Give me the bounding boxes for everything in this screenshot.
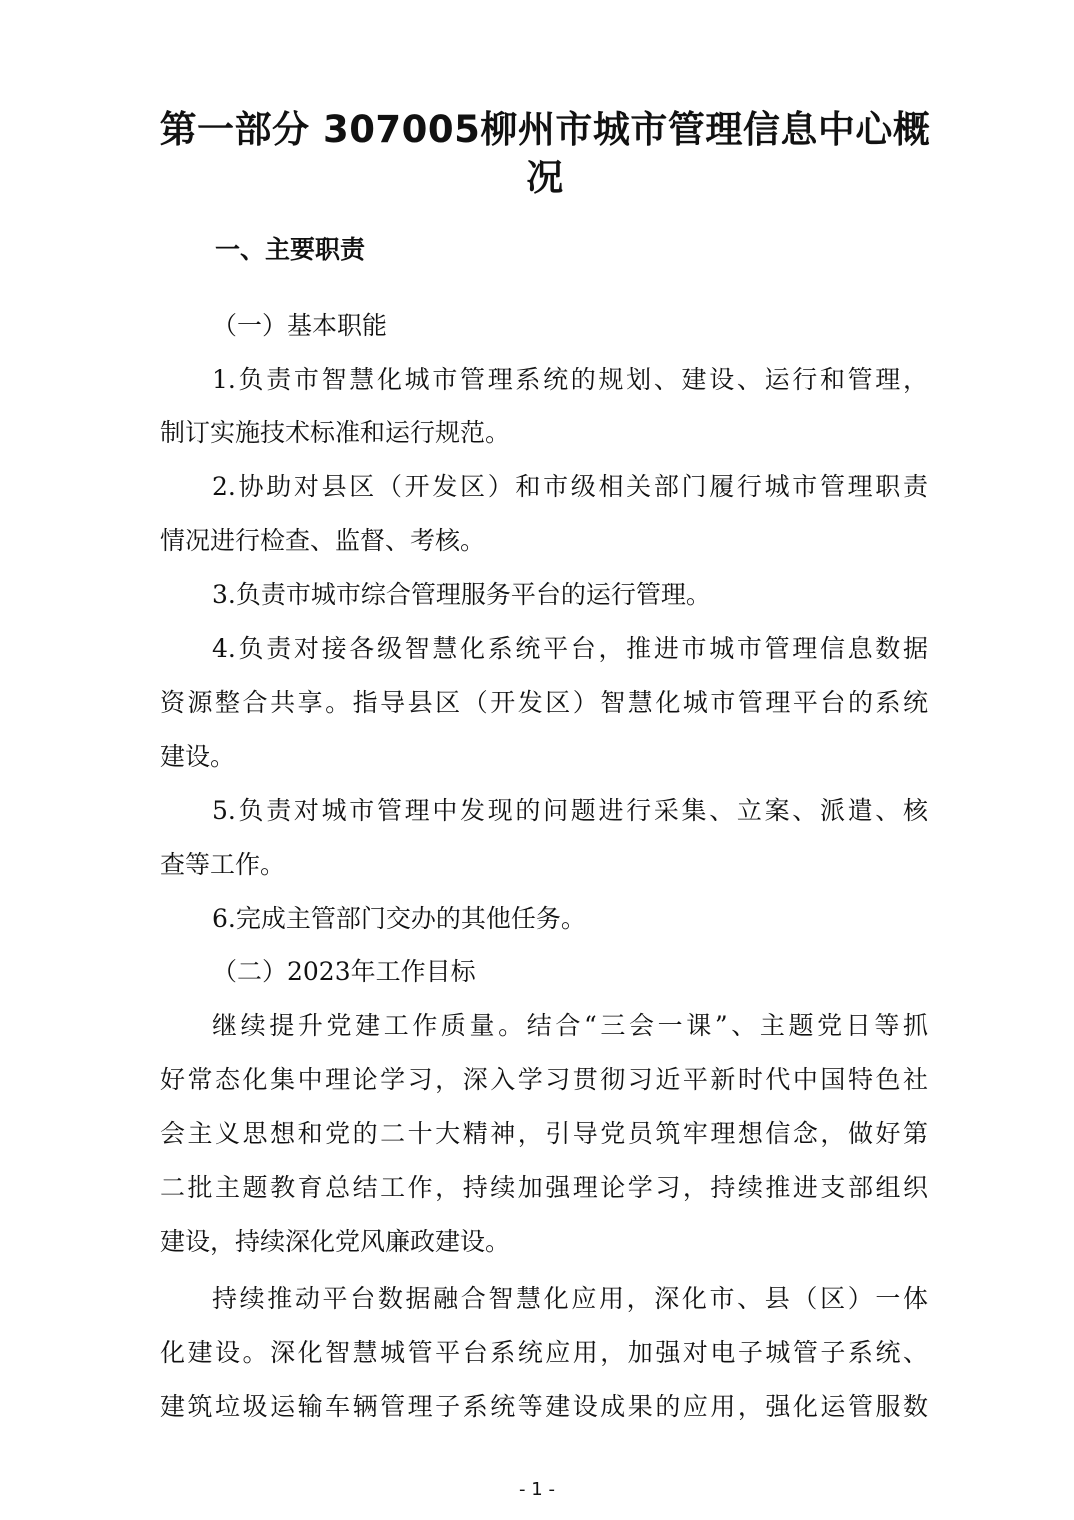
duty-4-line-1: 4.负责对接各级智慧化系统平台，推进市城市管理信息数据 — [212, 634, 928, 663]
goal-paragraph-1-line-2: 好常态化集中理论学习，深入学习贯彻习近平新时代中国特色社 — [160, 1065, 928, 1094]
page-title: 第一部分 307005柳州市城市管理信息中心概况 — [159, 108, 931, 199]
page-number: - 1 - — [519, 1479, 555, 1500]
goal-paragraph-1-line-4: 二批主题教育总结工作，持续加强理论学习，持续推进支部组织 — [160, 1173, 928, 1202]
goal-paragraph-2-line-3: 建筑垃圾运输车辆管理子系统等建设成果的应用，强化运管服数 — [160, 1392, 928, 1421]
duty-5-line-2: 查等工作。 — [160, 850, 286, 879]
section-heading-main-duties: 一、主要职责 — [215, 235, 366, 264]
subsection-heading-basic-functions: （一）基本职能 — [212, 311, 388, 340]
duty-4-line-3: 建设。 — [160, 742, 236, 771]
duty-2-line-2: 情况进行检查、监督、考核。 — [160, 526, 486, 555]
duty-5-line-1: 5.负责对城市管理中发现的问题进行采集、立案、派遣、核 — [212, 796, 928, 825]
goal-paragraph-2-line-2: 化建设。深化智慧城管平台系统应用，加强对电子城管子系统、 — [160, 1338, 928, 1367]
duty-3-line-1: 3.负责市城市综合管理服务平台的运行管理。 — [212, 580, 711, 609]
duty-1-line-2: 制订实施技术标准和运行规范。 — [160, 418, 511, 447]
goal-paragraph-1-line-3: 会主义思想和党的二十大精神，引导党员筑牢理想信念，做好第 — [160, 1119, 928, 1148]
goal-paragraph-1-line-5: 建设，持续深化党风廉政建设。 — [160, 1227, 511, 1256]
duty-1-line-1: 1.负责市智慧化城市管理系统的规划、建设、运行和管理， — [212, 365, 928, 394]
goal-paragraph-2-line-1: 持续推动平台数据融合智慧化应用，深化市、县（区）一体 — [212, 1284, 928, 1313]
duty-2-line-1: 2.协助对县区（开发区）和市级相关部门履行城市管理职责 — [212, 472, 928, 501]
goal-paragraph-1-line-1: 继续提升党建工作质量。结合“三会一课”、主题党日等抓 — [212, 1011, 928, 1040]
duty-6-line-1: 6.完成主管部门交办的其他任务。 — [212, 904, 586, 933]
duty-4-line-2: 资源整合共享。指导县区（开发区）智慧化城市管理平台的系统 — [160, 688, 928, 717]
subsection-heading-2023-goals: （二）2023年工作目标 — [212, 957, 476, 986]
